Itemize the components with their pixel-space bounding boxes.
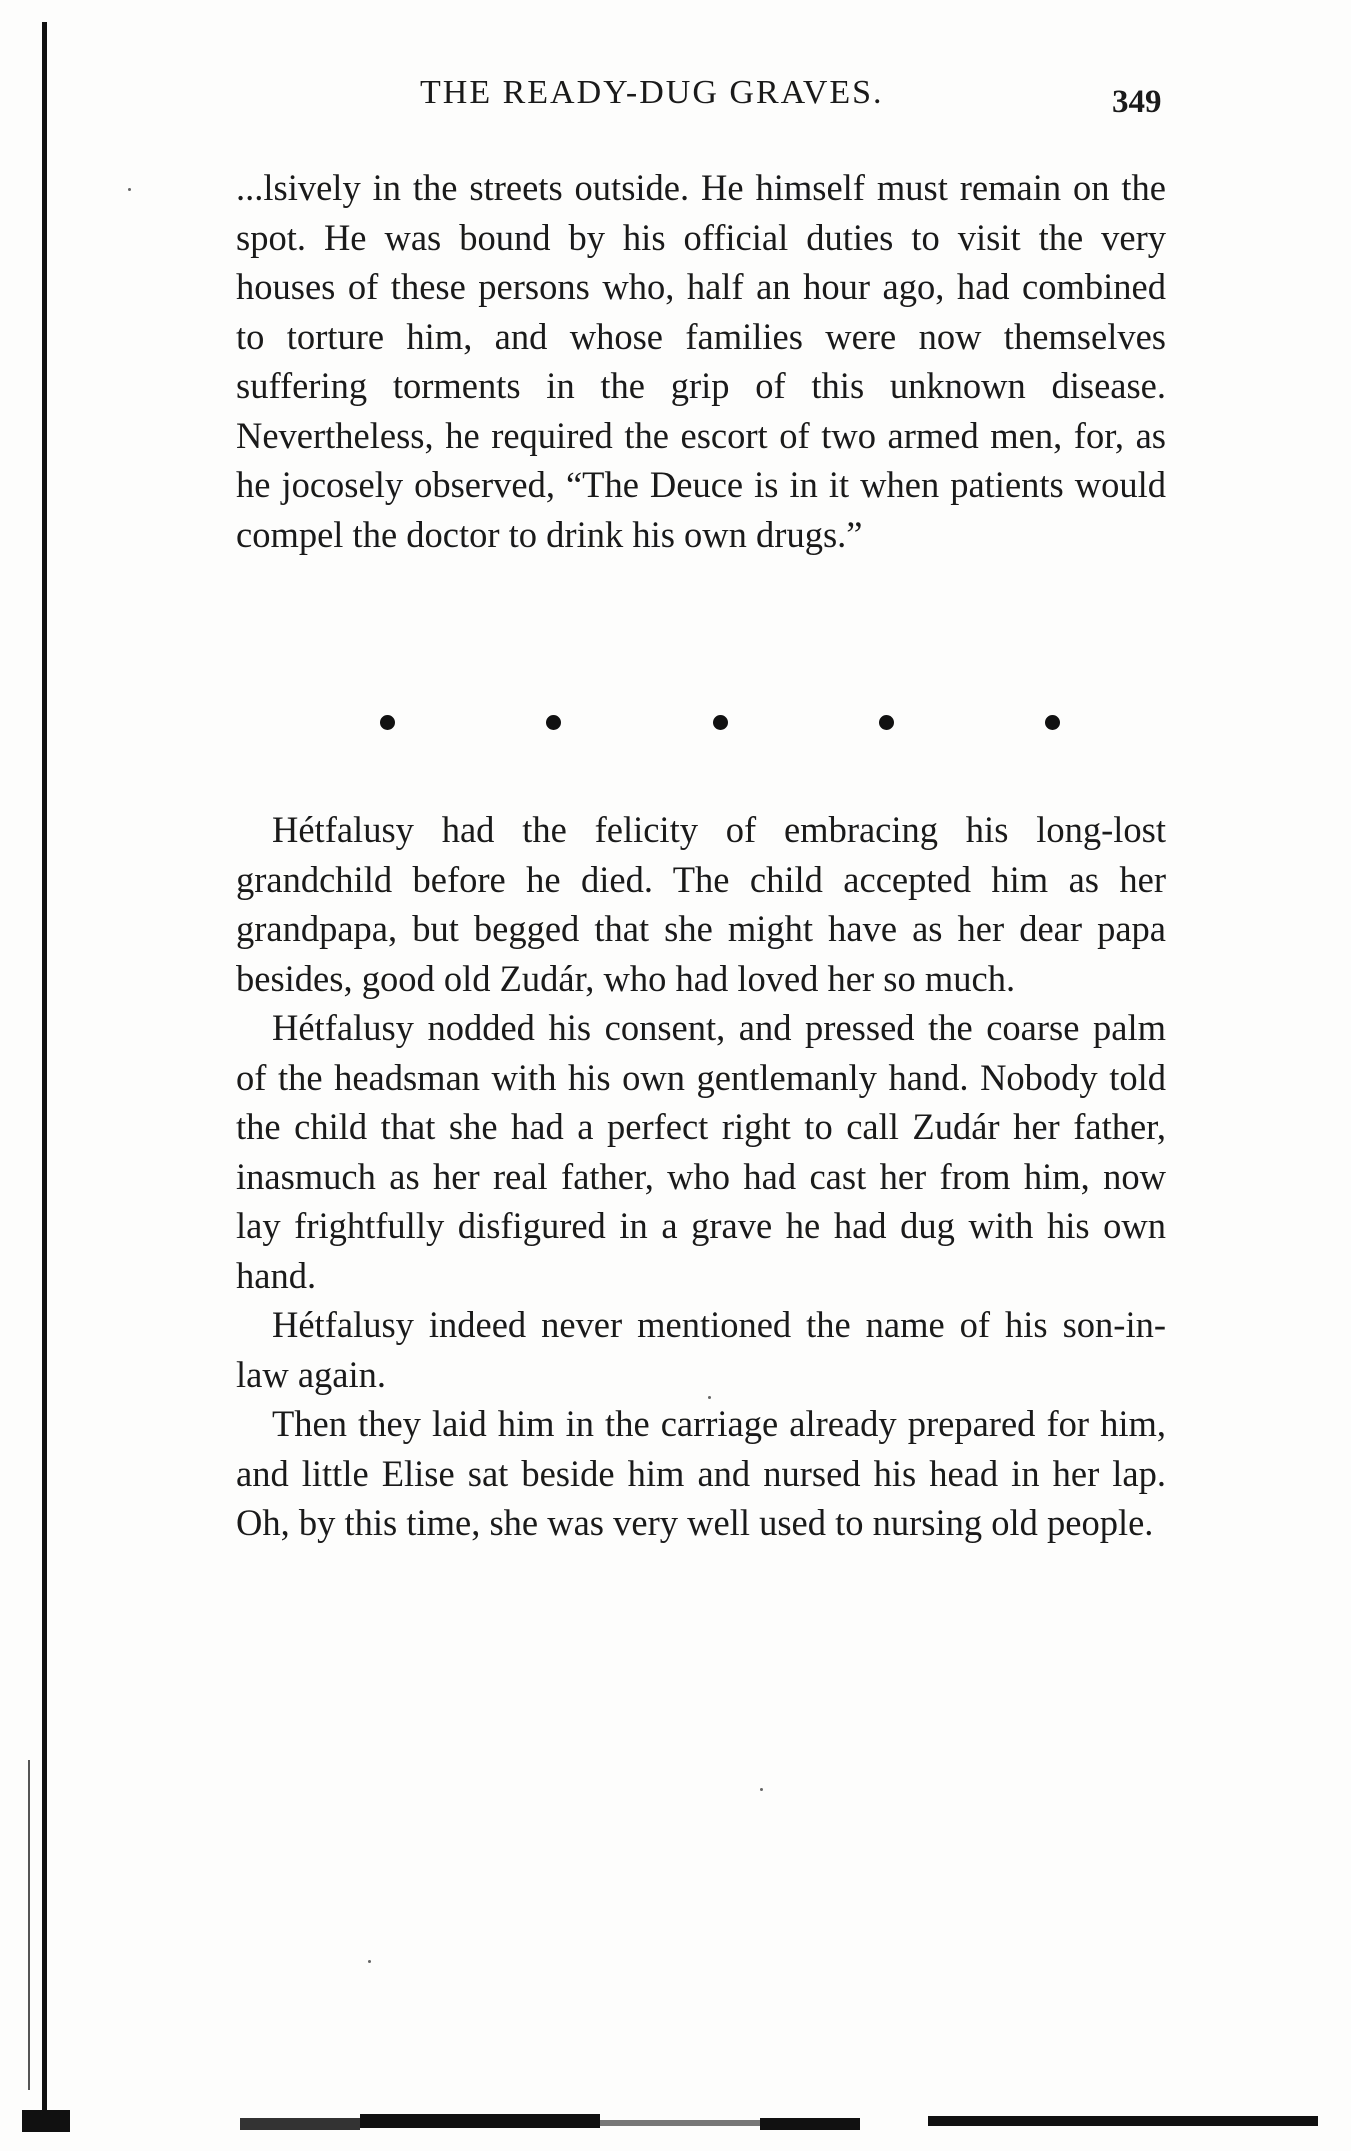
paragraph: Hétfalusy had the felicity of embracing his long-lost grandchild before he died. The child accepted him as her grandpapa, but begged that she might have as her dear papa besides, good old Zudár, who had loved her so much. (236, 809, 1166, 999)
paragraph: Hétfalusy indeed never mentioned the name of his son-in-law again. (236, 1304, 1166, 1395)
scan-artifact (360, 2114, 600, 2128)
binding-edge (42, 22, 47, 2122)
scan-artifact (240, 2118, 360, 2130)
paragraph: Hétfalusy nodded his consent, and pressed the coarse palm of the headsman with his own gentlemanly hand. Nobody told the child that she had a perfect right to call Zudár her father, inasmuch as her real father, who had cast her from him, now lay frightfully disfigured in a grave he had dug with his own hand. (236, 1007, 1166, 1296)
binding-shadow (28, 1760, 30, 2090)
section-break-dot (546, 715, 561, 730)
section-break-dot (380, 715, 395, 730)
scan-speck (368, 1960, 371, 1963)
scan-speck (708, 1396, 711, 1399)
text-block-continued (236, 163, 1166, 559)
scan-artifact (22, 2110, 70, 2132)
section-break (380, 715, 1060, 730)
scan-speck (128, 188, 131, 191)
running-title: THE READY-DUG GRAVES. (420, 74, 884, 111)
text-block-new-section (236, 805, 1166, 1548)
section-break-dot (879, 715, 894, 730)
scan-speck (760, 1788, 763, 1791)
section-break-dot (713, 715, 728, 730)
paragraph: ...lsively in the streets outside. He himself must remain on the spot. He was bound by his official duties to visit the very houses of these persons who, half an hour ago, had combined to torture him, and whose families were now themselves suffering torments in the grip of this unknown disease. Nevertheless, he required the escort of two armed men, for, as he jocosely observed, “The Deuce is in it when patients would compel the doctor to drink his own drugs.” (236, 167, 1166, 555)
paragraph: Then they laid him in the carriage already prepared for him, and little Elise sat beside him and nursed his head in her lap. Oh, by this time, she was very well used to nursing old people. (236, 1403, 1166, 1543)
scan-artifact (928, 2116, 1318, 2126)
page-number: 349 (1112, 84, 1162, 120)
section-break-dot (1045, 715, 1060, 730)
scan-artifact (600, 2120, 760, 2126)
scan-artifact (760, 2118, 860, 2130)
